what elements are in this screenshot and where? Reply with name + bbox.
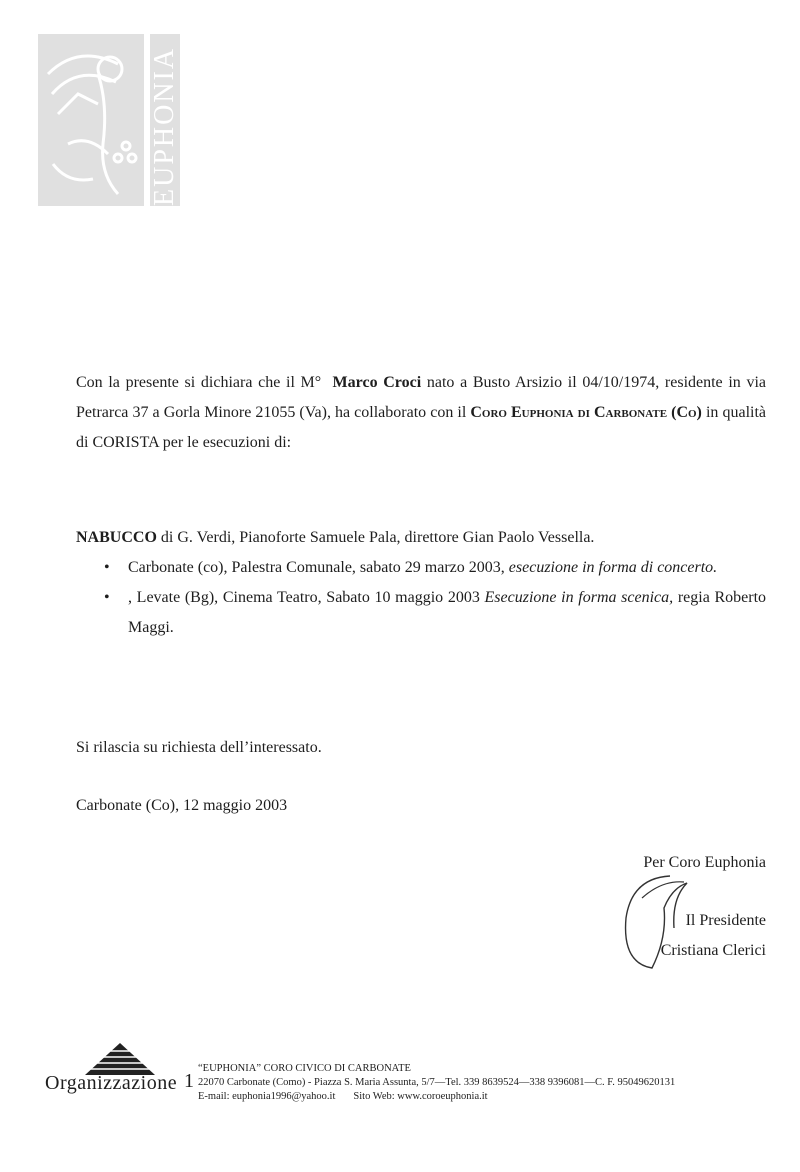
footer-title: “EUPHONIA” CORO CIVICO DI CARBONATE — [198, 1063, 411, 1074]
intro-text-3: in qualità di CORISTA per le esecuzioni di: — [76, 404, 766, 451]
closing-line: Si rilascia su richiesta dell’interessato. — [76, 739, 322, 756]
performance-item — [76, 583, 766, 643]
choir-name: Coro Euphonia di Carbonate (Co) — [470, 404, 702, 421]
logo-wordmark: EUPHONIA — [149, 46, 180, 206]
singer-name: Marco Croci — [332, 374, 422, 391]
footer-address: 22070 Carbonate (Como) - Piazza S. Maria Assunta, 5/7—Tel. 339 8639524—338 9396081—C. F. 95049620131 — [198, 1077, 676, 1088]
signature-role: Il Presidente — [685, 912, 766, 929]
opera-details: di G. Verdi, Pianoforte Samuele Pala, direttore Gian Paolo Vessella. — [160, 529, 595, 546]
place-date: Carbonate (Co), 12 maggio 2003 — [76, 797, 288, 814]
performance-text: Carbonate (co), Palestra Comunale, sabato 29 marzo 2003, — [128, 559, 505, 576]
signature-name: Cristiana Clerici — [660, 942, 766, 959]
handwritten-signature — [612, 868, 732, 978]
signature-org: Per Coro Euphonia — [643, 854, 766, 871]
euphonia-logo — [38, 34, 180, 206]
intro-text-2: nato a Busto Arsizio il 04/10/1974, residente in via Petrarca 37 a Gorla Minore 21055 (Va), ha collaborato con il — [76, 374, 767, 421]
opera-line — [76, 523, 766, 553]
footer-org-label: Organizzazione — [45, 1072, 178, 1094]
footer-web-line — [198, 1090, 675, 1104]
performance-item — [76, 553, 766, 583]
performance-note: Esecuzione in forma scenica, — [484, 589, 674, 606]
footer-contact-block — [198, 1062, 675, 1104]
intro-text-1: Con la presente si dichiara che il M° — [76, 374, 322, 391]
performance-text: , Levate (Bg), Cinema Teatro, Sabato 10 maggio 2003 — [128, 589, 480, 606]
organization-logo-icon — [85, 1043, 155, 1075]
performance-extra: regia Roberto Maggi. — [128, 589, 767, 636]
performance-note: esecuzione in forma di concerto. — [508, 559, 718, 576]
footer-org-number: 1 — [184, 1070, 194, 1092]
opera-section — [76, 523, 766, 643]
footer-website: Sito Web: www.coroeuphonia.it — [353, 1091, 488, 1102]
intro-paragraph — [76, 368, 766, 458]
performance-list — [76, 553, 766, 643]
opera-title: NABUCCO — [76, 529, 157, 546]
footer-email: E-mail: euphonia1996@yahoo.it — [198, 1091, 336, 1102]
